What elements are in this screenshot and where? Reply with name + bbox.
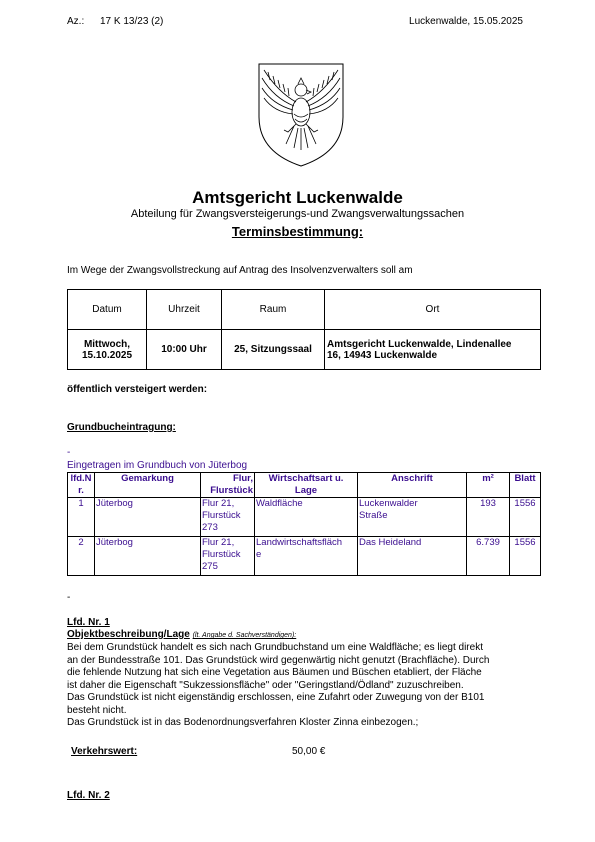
col-header-m2: m²	[467, 473, 510, 498]
coat-of-arms-emblem	[256, 62, 346, 168]
auction-statement: öffentlich versteigert werden:	[67, 384, 208, 395]
row-m2: 6.739	[467, 537, 510, 576]
col-header-date: Datum	[68, 290, 147, 330]
auction-date-value: 15.10.2025	[81, 349, 133, 361]
col-header-gemarkung: Gemarkung	[95, 473, 201, 498]
court-name: Amtsgericht Luckenwalde	[192, 188, 403, 207]
object-description-note: (lt. Angabe d. Sachverständigen):	[192, 632, 297, 639]
auction-time: 10:00 Uhr	[147, 330, 222, 370]
table-row	[68, 537, 541, 576]
auction-weekday: Mittwoch,	[83, 338, 131, 350]
item-2-label: Lfd. Nr. 2	[67, 790, 110, 801]
court-department: Abteilung für Zwangsversteigerungs-und Zwangsverwaltungssachen	[130, 208, 465, 220]
row-flur: Flur 21, Flurstück 273	[201, 498, 255, 537]
auction-room: 25, Sitzungssaal	[222, 330, 325, 370]
col-header-flur: Flur, Flurstück	[201, 473, 255, 498]
object-description-heading	[67, 629, 296, 640]
auction-place	[325, 330, 541, 370]
row-anschrift: Luckenwalder Straße	[358, 498, 467, 537]
appointment-table	[67, 289, 541, 370]
col-header-anschrift: Anschrift	[358, 473, 467, 498]
grundbuch-registered-in: Eingetragen im Grundbuch von Jüterbog	[67, 460, 248, 471]
col-header-nr: lfd.N r.	[68, 473, 95, 498]
object-description-text: Bei dem Grundstück handelt es sich nach Grundbuchstand um eine Waldfläche; es liegt direkt an der Bundesstraße 101. Das Grundstück wird gegenwärtig nicht genutzt (Brachfläche). Durch die fehlende Nutzung hat sich eine Vegetation aus Bäumen und Büschen etabliert, der Fläche ist daher die Eigenschaft "Sukzessionsfläche" oder "Geringstland/Ödland" zuzuschreiben. Das Grundstück ist nicht eigenständig erschlossen, eine Zufahrt oder Zuwegung von der B101 besteht nicht. Das Grundstück ist in das Bodenordnungsverfahren Kloster Zinna einbezogen.;	[67, 642, 490, 728]
row-anschrift: Das Heideland	[358, 537, 467, 576]
auction-date	[68, 330, 147, 370]
row-wirtschaftsart: Landwirtschaftsfläch e	[255, 537, 358, 576]
grundbuch-dash: -	[67, 447, 71, 458]
row-blatt: 1556	[510, 537, 541, 576]
col-header-blatt: Blatt	[510, 473, 541, 498]
separator-dash: -	[67, 592, 71, 603]
row-wirtschaftsart: Waldfläche	[255, 498, 358, 537]
case-number: 17 K 13/23 (2)	[100, 16, 164, 27]
row-gemarkung: Jüterbog	[95, 537, 201, 576]
market-value-label: Verkehrswert:	[71, 746, 138, 757]
row-nr: 2	[68, 537, 95, 576]
table-row	[68, 498, 541, 537]
auction-place-line1: Amtsgericht Luckenwalde, Lindenallee	[327, 338, 512, 350]
row-m2: 193	[467, 498, 510, 537]
auction-place-line2: 16, 14943 Luckenwalde	[327, 349, 438, 361]
intro-text: Im Wege der Zwangsvollstreckung auf Antrag des Insolvenzverwalters soll am	[67, 265, 413, 276]
row-gemarkung: Jüterbog	[95, 498, 201, 537]
col-header-room: Raum	[222, 290, 325, 330]
row-blatt: 1556	[510, 498, 541, 537]
object-description-label: Objektbeschreibung/Lage	[67, 629, 190, 640]
grundbuch-heading: Grundbucheintragung:	[67, 422, 176, 433]
land-register-table	[67, 472, 541, 576]
item-1-label: Lfd. Nr. 1	[67, 617, 110, 628]
row-nr: 1	[68, 498, 95, 537]
row-flur: Flur 21, Flurstück 275	[201, 537, 255, 576]
col-header-wirtschaftsart: Wirtschaftsart u. Lage	[255, 473, 358, 498]
col-header-time: Uhrzeit	[147, 290, 222, 330]
case-number-label: Az.:	[67, 16, 85, 27]
market-value: 50,00 €	[292, 746, 326, 757]
place-date: Luckenwalde, 15.05.2025	[409, 16, 523, 27]
document-title: Terminsbestimmung:	[231, 224, 364, 239]
col-header-place: Ort	[325, 290, 541, 330]
